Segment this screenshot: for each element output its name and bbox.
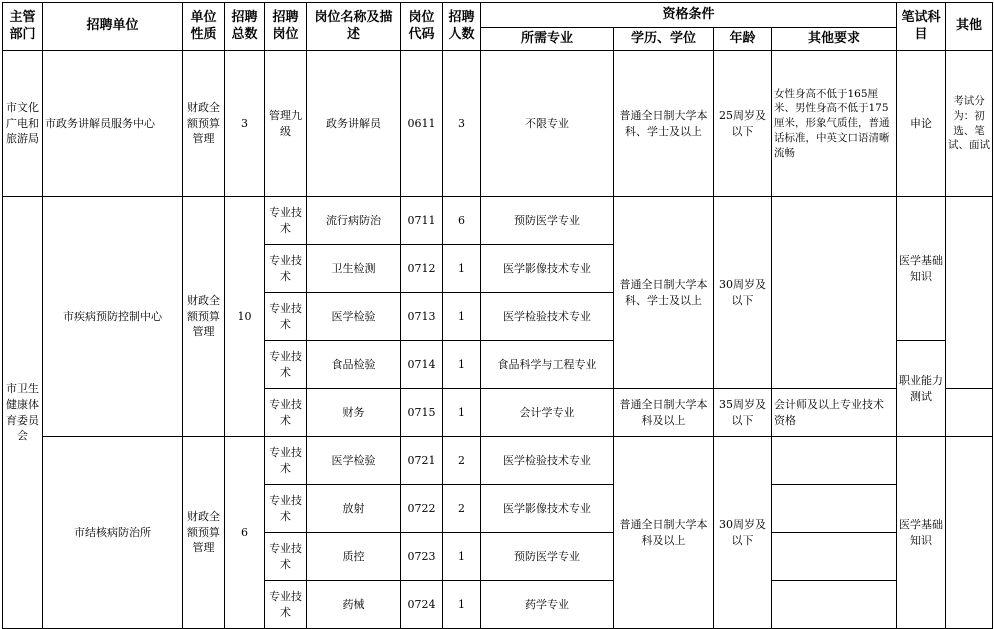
header-post-level: 招聘岗位	[265, 3, 307, 51]
other-req-cell: 女性身高不低于165厘米、男性身高不低于175厘米，形象气质佳，普通话标准，中英文口语清晰流畅	[772, 51, 897, 197]
education-cell: 普通全日制大学本科及以上	[614, 389, 714, 437]
post-cell: 政务讲解员	[307, 51, 401, 197]
header-other: 其他	[946, 3, 993, 51]
nature-cell: 财政全额预算管理	[183, 437, 225, 629]
other-req-cell	[772, 437, 897, 485]
header-education: 学历、学位	[614, 28, 714, 51]
education-cell: 普通全日制大学本科、学士及以上	[614, 51, 714, 197]
count-cell: 1	[443, 389, 481, 437]
major-cell: 医学影像技术专业	[481, 485, 614, 533]
age-cell: 30周岁及以下	[714, 197, 772, 389]
header-age: 年龄	[714, 28, 772, 51]
count-cell: 1	[443, 245, 481, 293]
code-cell: 0723	[401, 533, 443, 581]
total-cell: 6	[225, 437, 265, 629]
code-cell: 0722	[401, 485, 443, 533]
level-cell: 专业技术	[265, 389, 307, 437]
code-cell: 0715	[401, 389, 443, 437]
total-cell: 3	[225, 51, 265, 197]
other-cell	[946, 389, 993, 437]
count-cell: 2	[443, 485, 481, 533]
unit-cell: 市疾病预防控制中心	[43, 197, 183, 437]
code-cell: 0611	[401, 51, 443, 197]
header-row-1	[3, 3, 993, 28]
major-cell: 医学影像技术专业	[481, 245, 614, 293]
other-cell	[946, 437, 993, 629]
header-nature: 单位性质	[183, 3, 225, 51]
post-cell: 食品检验	[307, 341, 401, 389]
exam-cell: 职业能力测试	[897, 341, 946, 437]
post-cell: 流行病防治	[307, 197, 401, 245]
count-cell: 2	[443, 437, 481, 485]
dept-cell: 市文化广电和旅游局	[3, 51, 43, 197]
major-cell: 医学检验技术专业	[481, 437, 614, 485]
major-cell: 会计学专业	[481, 389, 614, 437]
header-dept: 主管部门	[3, 3, 43, 51]
level-cell: 专业技术	[265, 293, 307, 341]
other-cell: 考试分为：初选、笔试、面试	[946, 51, 993, 197]
age-cell: 30周岁及以下	[714, 437, 772, 629]
other-req-cell	[772, 485, 897, 533]
post-cell: 药械	[307, 581, 401, 629]
header-unit: 招聘单位	[43, 3, 183, 51]
education-cell: 普通全日制大学本科、学士及以上	[614, 197, 714, 389]
post-cell: 医学检验	[307, 293, 401, 341]
code-cell: 0712	[401, 245, 443, 293]
code-cell: 0711	[401, 197, 443, 245]
header-count: 招聘人数	[443, 3, 481, 51]
post-cell: 卫生检测	[307, 245, 401, 293]
level-cell: 专业技术	[265, 437, 307, 485]
age-cell: 25周岁及以下	[714, 51, 772, 197]
other-req-cell	[772, 533, 897, 581]
level-cell: 专业技术	[265, 485, 307, 533]
count-cell: 1	[443, 533, 481, 581]
major-cell: 医学检验技术专业	[481, 293, 614, 341]
recruitment-table	[2, 2, 993, 629]
other-req-cell	[772, 197, 897, 389]
exam-cell: 申论	[897, 51, 946, 197]
unit-cell: 市结核病防治所	[43, 437, 183, 629]
level-cell: 专业技术	[265, 533, 307, 581]
major-cell: 药学专业	[481, 581, 614, 629]
education-cell: 普通全日制大学本科及以上	[614, 437, 714, 629]
table-row	[3, 197, 993, 245]
count-cell: 1	[443, 581, 481, 629]
post-cell: 质控	[307, 533, 401, 581]
header-total: 招聘总数	[225, 3, 265, 51]
header-code: 岗位代码	[401, 3, 443, 51]
dept-cell: 市卫生健康体育委员会	[3, 197, 43, 629]
level-cell: 专业技术	[265, 341, 307, 389]
other-req-cell	[772, 581, 897, 629]
unit-cell: 市政务讲解员服务中心	[43, 51, 183, 197]
other-req-cell: 会计师及以上专业技术资格	[772, 389, 897, 437]
level-cell: 专业技术	[265, 197, 307, 245]
code-cell: 0714	[401, 341, 443, 389]
header-major: 所需专业	[481, 28, 614, 51]
level-cell: 专业技术	[265, 245, 307, 293]
exam-cell: 医学基础知识	[897, 437, 946, 629]
header-post-name: 岗位名称及描述	[307, 3, 401, 51]
nature-cell: 财政全额预算管理	[183, 51, 225, 197]
count-cell: 1	[443, 341, 481, 389]
age-cell: 35周岁及以下	[714, 389, 772, 437]
post-cell: 放射	[307, 485, 401, 533]
count-cell: 1	[443, 293, 481, 341]
major-cell: 食品科学与工程专业	[481, 341, 614, 389]
level-cell: 管理九级	[265, 51, 307, 197]
exam-cell: 医学基础知识	[897, 197, 946, 341]
total-cell: 10	[225, 197, 265, 437]
code-cell: 0724	[401, 581, 443, 629]
nature-cell: 财政全额预算管理	[183, 197, 225, 437]
post-cell: 财务	[307, 389, 401, 437]
table-row	[3, 51, 993, 197]
major-cell: 预防医学专业	[481, 197, 614, 245]
header-qualifications: 资格条件	[481, 3, 897, 28]
level-cell: 专业技术	[265, 581, 307, 629]
header-exam: 笔试科目	[897, 3, 946, 51]
major-cell: 不限专业	[481, 51, 614, 197]
code-cell: 0713	[401, 293, 443, 341]
post-cell: 医学检验	[307, 437, 401, 485]
header-other-req: 其他要求	[772, 28, 897, 51]
other-cell	[946, 197, 993, 389]
count-cell: 3	[443, 51, 481, 197]
count-cell: 6	[443, 197, 481, 245]
code-cell: 0721	[401, 437, 443, 485]
major-cell: 预防医学专业	[481, 533, 614, 581]
table-row	[3, 437, 993, 485]
